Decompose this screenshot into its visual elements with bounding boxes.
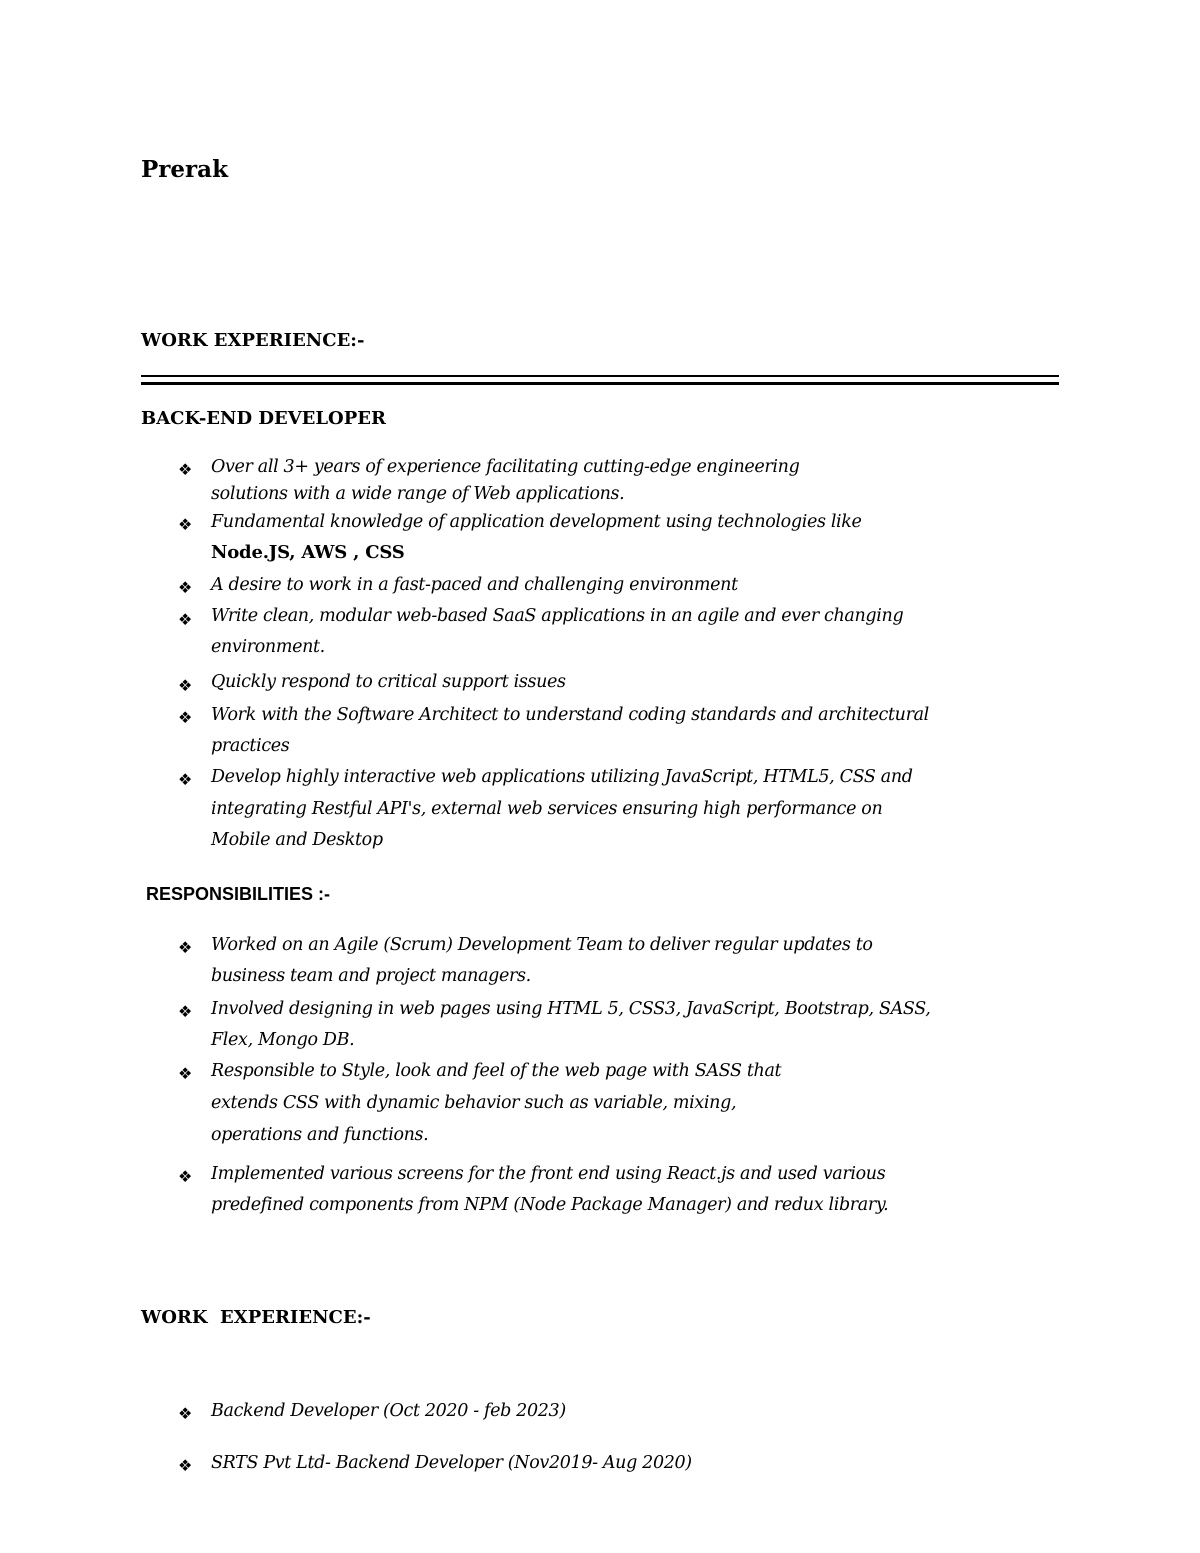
list-item-line: Worked on an Agile (Scrum) Development Team to deliver regular updates to <box>211 935 873 955</box>
role-heading: BACK-END DEVELOPER <box>141 408 386 429</box>
diamond-bullet-icon: ❖ <box>178 515 193 534</box>
list-item-line: Quickly respond to critical support issues <box>211 672 566 692</box>
diamond-bullet-icon: ❖ <box>178 1456 193 1475</box>
responsibilities-heading: RESPONSIBILITIES :- <box>146 884 331 904</box>
diamond-bullet-icon: ❖ <box>178 1064 193 1083</box>
diamond-bullet-icon: ❖ <box>178 1002 193 1021</box>
list-item-line: Responsible to Style, look and feel of the web page with SASS that <box>211 1061 782 1081</box>
section-divider-top <box>141 375 1059 377</box>
list-item-line: practices <box>211 736 290 756</box>
diamond-bullet-icon: ❖ <box>178 460 193 479</box>
diamond-bullet-icon: ❖ <box>178 610 193 629</box>
diamond-bullet-icon: ❖ <box>178 708 193 727</box>
diamond-bullet-icon: ❖ <box>178 938 193 957</box>
list-item-line: business team and project managers. <box>211 966 531 986</box>
work-experience-heading-2: WORK EXPERIENCE:- <box>141 1307 371 1328</box>
list-item-line: Implemented various screens for the front end using React.js and used various <box>211 1164 886 1184</box>
list-item-line: Fundamental knowledge of application development using technologies like <box>211 512 862 532</box>
list-item-line: environment. <box>211 637 325 657</box>
list-item-line: integrating Restful API's, external web services ensuring high performance on <box>211 799 883 819</box>
experience-entry: Backend Developer (Oct 2020 - feb 2023) <box>211 1401 566 1421</box>
diamond-bullet-icon: ❖ <box>178 1404 193 1423</box>
experience-entry: SRTS Pvt Ltd- Backend Developer (Nov2019- Aug 2020) <box>211 1453 692 1473</box>
list-item-line: solutions with a wide range of Web applications. <box>211 484 625 504</box>
list-item-line: extends CSS with dynamic behavior such as variable, mixing, <box>211 1093 737 1113</box>
list-item-line: Involved designing in web pages using HTML 5, CSS3, JavaScript, Bootstrap, SASS, <box>211 999 931 1019</box>
list-item-line: Work with the Software Architect to understand coding standards and architectural <box>211 705 929 725</box>
list-item-line: Mobile and Desktop <box>211 830 383 850</box>
diamond-bullet-icon: ❖ <box>178 770 193 789</box>
technologies-line: Node.JS, AWS , CSS <box>211 542 405 563</box>
work-experience-heading: WORK EXPERIENCE:- <box>141 330 365 351</box>
diamond-bullet-icon: ❖ <box>178 676 193 695</box>
list-item-line: A desire to work in a fast-paced and challenging environment <box>211 575 738 595</box>
list-item-line: Develop highly interactive web applications utilizing JavaScript, HTML5, CSS and <box>211 767 913 787</box>
list-item-line: Over all 3+ years of experience facilitating cutting-edge engineering <box>211 457 800 477</box>
diamond-bullet-icon: ❖ <box>178 1167 193 1186</box>
list-item-line: Flex, Mongo DB. <box>211 1030 355 1050</box>
list-item-line: operations and functions. <box>211 1125 429 1145</box>
list-item-line: predefined components from NPM (Node Package Manager) and redux library. <box>211 1195 889 1215</box>
section-divider-bottom <box>141 382 1059 385</box>
diamond-bullet-icon: ❖ <box>178 578 193 597</box>
candidate-name: Prerak <box>141 156 229 183</box>
list-item-line: Write clean, modular web-based SaaS applications in an agile and ever changing <box>211 606 904 626</box>
